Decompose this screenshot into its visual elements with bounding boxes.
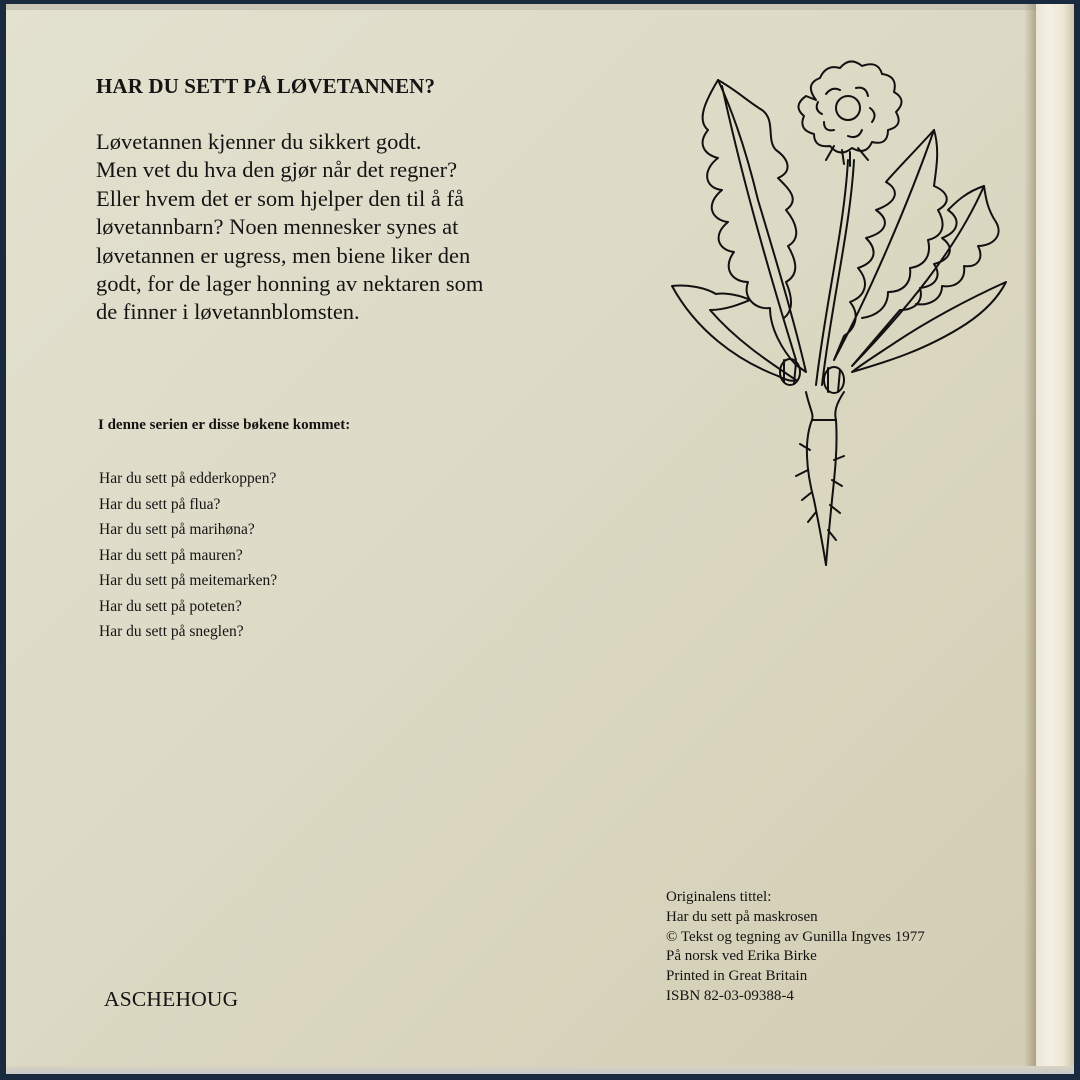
list-item: Har du sett på meitemarken? [99, 572, 278, 589]
colophon-line: © Tekst og tegning av Gunilla Ingves 1977 [666, 928, 925, 945]
intro-line: Løvetannen kjenner du sikkert godt. [96, 129, 422, 154]
list-item: Har du sett på marihøna? [99, 521, 255, 538]
colophon [666, 888, 925, 1007]
colophon-line: Originalens tittel: [666, 889, 772, 905]
intro-line: løvetannbarn? Noen mennesker synes at [96, 214, 459, 240]
list-item: Har du sett på sneglen? [99, 623, 244, 640]
colophon-line: Har du sett på maskrosen [666, 908, 818, 925]
book-back-cover [6, 4, 1074, 1074]
intro-line: godt, for de lager honning av nektaren som [96, 271, 484, 297]
intro-line: løvetannen er ugress, men biene liker den [96, 242, 471, 268]
list-item: Har du sett på edderkoppen? [99, 470, 277, 487]
colophon-line: Printed in Great Britain [666, 968, 808, 985]
top-edge [6, 4, 1036, 10]
series-title: I denne serien er disse bøkene kommet: [98, 417, 351, 433]
list-item: Har du sett på mauren? [99, 546, 243, 564]
flower-head-icon [798, 61, 901, 166]
intro-line: de finner i løvetannblomsten. [96, 299, 360, 325]
list-item: Har du sett på poteten? [99, 597, 242, 615]
publisher-name: ASCHEHOUG [104, 987, 239, 1011]
series-book-list [99, 466, 277, 645]
intro-line: Eller hvem det er som hjelper den til å få [96, 185, 464, 211]
intro-line: Men vet du hva den gjør når det regner? [96, 157, 458, 183]
page-title: HAR DU SETT PÅ LØVETANNEN? [96, 74, 436, 98]
intro-paragraph [96, 128, 636, 327]
dandelion-illustration [666, 60, 1026, 580]
list-item: Har du sett på flua? [99, 495, 221, 513]
bottom-edge [6, 1066, 1074, 1074]
book-spine [1036, 4, 1074, 1074]
colophon-line: ISBN 82-03-09388-4 [666, 987, 794, 1004]
colophon-line: På norsk ved Erika Birke [666, 948, 817, 965]
